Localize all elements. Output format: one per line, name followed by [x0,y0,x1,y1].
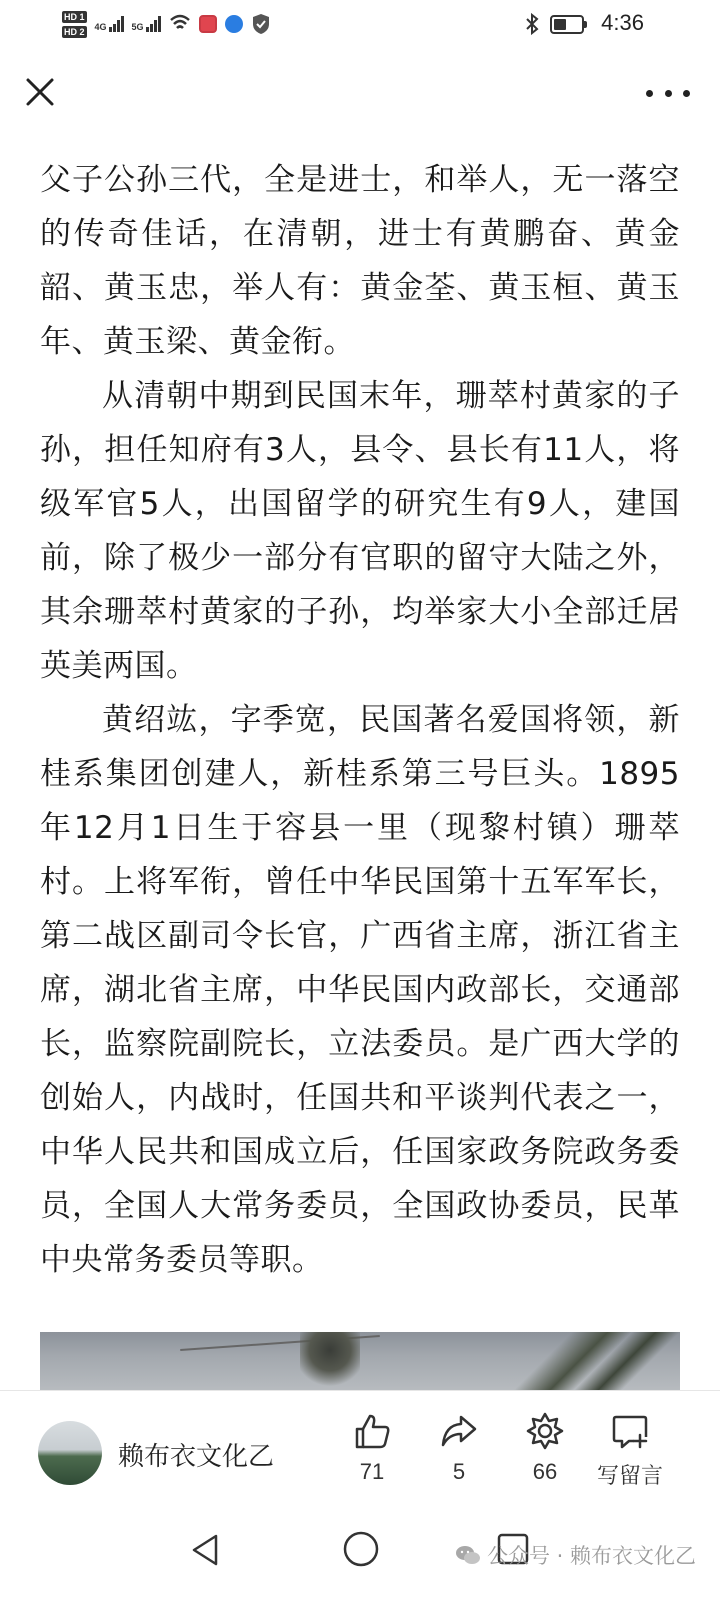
status-left [62,6,271,42]
author-name[interactable]: 赖布衣文化乙 [118,1442,275,1472]
article-paragraph: 父子公孙三代，全是进士，和举人，无一落空的传奇佳话，在清朝，进士有黄鹏奋、黄金韶、黄玉忠，举人有：黄金荃、黄玉桓、黄玉年、黄玉梁、黄金衔。 [40,162,680,360]
wechat-icon [455,1544,481,1566]
network-2 [132,16,161,32]
article-paragraph: 黄绍竑，字季宽，民国著名爱国将领，新桂系集团创建人，新桂系第三号巨头。1895年12月1日生于容县一里（现黎村镇）珊萃村。上将军衔，曾任中华民国第十五军军长，第二战区副司令长官，广西省主席，浙江省主席，湖北省主席，中华民国内政部长，交通部长，监察院副院长，立法委员。是广西大学的创始人，内战时，任国共和平谈判代表之一，中华人民共和国成立后，任国家政务院政务委员，全国人大常务委员，全国政协委员，民革中央常务委员等职。 [40,702,680,1278]
system-nav-bar [0,1512,720,1600]
share-count: 5 [452,1459,466,1484]
watermark-text: 公众号 · 赖布衣文化乙 [487,1544,697,1568]
close-icon [20,72,60,112]
more-icon-dot [683,90,690,97]
red-app-icon [199,15,217,33]
more-icon-dot [665,90,672,97]
hd1-badge: HD 1 [64,11,85,22]
network-1-label: 4G [94,22,107,32]
network-2-label: 5G [131,22,144,32]
author-avatar[interactable] [38,1421,102,1485]
back-icon[interactable] [188,1532,224,1568]
hd-indicators [62,11,87,38]
top-bar [0,50,720,140]
bluetooth-icon [524,12,540,36]
share-button[interactable] [419,1411,499,1501]
favorite-count: 66 [532,1459,558,1484]
status-bar [0,0,720,48]
signal-icon [109,16,124,32]
more-button[interactable] [646,78,690,108]
thumbs-up-icon [352,1411,392,1451]
comment-button[interactable] [590,1411,670,1501]
hd2-badge: HD 2 [64,26,85,37]
wifi-icon [169,14,191,34]
article-image [40,1332,680,1392]
like-count: 71 [359,1459,385,1484]
article-body [40,153,680,1287]
shield-icon [251,13,271,35]
comment-label: 写留言 [596,1464,663,1489]
favorite-icon [525,1411,565,1451]
share-icon [439,1411,479,1451]
watermark [455,1540,696,1570]
home-icon[interactable] [342,1530,380,1568]
article-paragraph: 从清朝中期到民国末年，珊萃村黄家的子孙，担任知府有3人，县令、县长有11人，将级军官5人，出国留学的研究生有9人，建国前，除了极少一部分有官职的留守大陆之外，其余珊萃村黄家的子孙，均举家大小全部迁居英美两国。 [40,378,680,684]
network-1 [95,16,124,32]
favorite-button[interactable] [505,1411,585,1501]
signal-icon [146,16,161,32]
close-button[interactable] [20,72,60,112]
clock: 4:36 [601,10,644,35]
like-button[interactable] [332,1411,412,1501]
battery-icon [550,15,584,34]
blue-app-icon [225,15,243,33]
more-icon-dot [646,90,653,97]
comment-add-icon [610,1411,650,1451]
action-bar [0,1390,720,1511]
